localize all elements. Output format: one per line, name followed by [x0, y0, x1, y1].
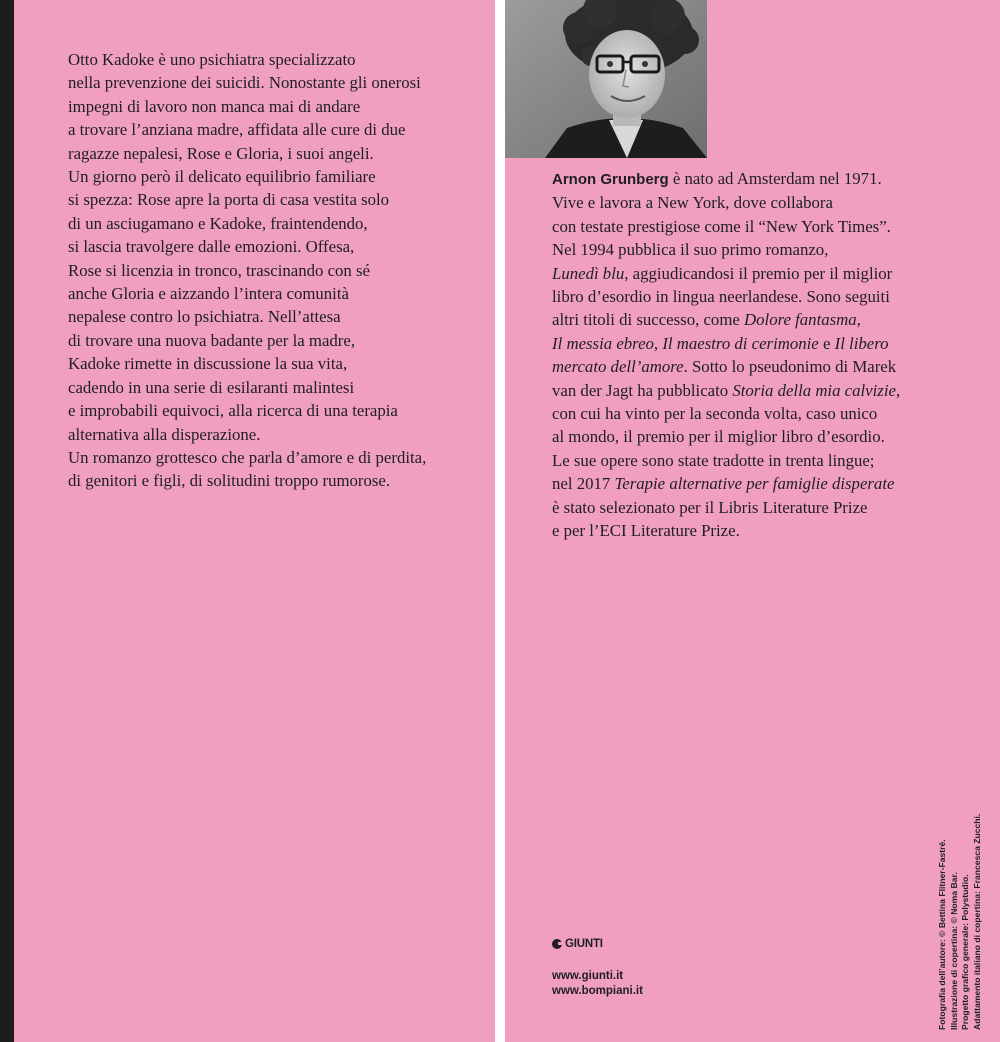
book-title: Il messia ebreo — [552, 333, 654, 353]
synopsis-line: alternativa alla disperazione. — [68, 424, 261, 444]
author-bio — [552, 167, 997, 543]
synopsis-line: a trovare l’anziana madre, affidata alle cure di due — [68, 120, 406, 140]
cover-credits — [937, 800, 983, 1030]
author-name: Arnon Grunberg — [552, 171, 669, 188]
synopsis-line: nella prevenzione dei suicidi. Nonostante gli onerosi — [68, 73, 421, 93]
credit-line: Fotografia dell’autore: © Bettina Flitner-Fastré. — [937, 839, 947, 1030]
synopsis-line: e improbabili equivoci, alla ricerca di una terapia — [68, 401, 398, 421]
synopsis-line: ragazze nepalesi, Rose e Gloria, i suoi angeli. — [68, 143, 374, 163]
author-portrait-image — [505, 0, 707, 158]
bio-line: mercato dell’amore. Sotto lo pseudonimo di Marek — [552, 357, 897, 377]
bio-line: libro d’esordio in lingua neerlandese. Sono seguiti — [552, 287, 890, 307]
synopsis-line: di un asciugamano e Kadoke, fraintendendo, — [68, 213, 368, 233]
synopsis-line: Kadoke rimette in discussione la sua vita, — [68, 354, 348, 374]
book-spine-edge — [0, 0, 14, 1042]
synopsis-line: cadendo in una serie di esilaranti malintesi — [68, 377, 355, 397]
book-title: Dolore fantasma — [744, 310, 857, 330]
credit-line: Progetto grafico generale: Polystudio. — [960, 874, 970, 1030]
synopsis-line: si spezza: Rose apre la porta di casa vestita solo — [68, 190, 390, 210]
bio-line: Nel 1994 pubblica il suo primo romanzo, — [552, 240, 829, 260]
bio-line: con testate prestigiose come il “New York Times”. — [552, 216, 891, 236]
url-bompiani: www.bompiani.it — [552, 985, 643, 997]
synopsis-line: nepalese contro lo psichiatra. Nell’attesa — [68, 307, 341, 327]
synopsis-text — [68, 48, 498, 493]
synopsis-line: anche Gloria e aizzando l’intera comunità — [68, 284, 349, 304]
publisher-block — [552, 938, 643, 999]
credit-line: Illustrazione di copertina: © Noma Bar. — [948, 872, 959, 1030]
bio-line: Il messia ebreo, Il maestro di cerimonie e Il libero — [552, 333, 889, 353]
book-title: Terapie alternative per famiglie disperate — [614, 474, 895, 494]
synopsis-line: di genitori e figli, di solitudini troppo rumorose. — [68, 471, 391, 491]
bio-line: Vive e lavora a New York, dove collabora — [552, 193, 833, 213]
synopsis-line: si lascia travolgere dalle emozioni. Offesa, — [68, 237, 355, 257]
synopsis-line: Un giorno però il delicato equilibrio familiare — [68, 167, 376, 187]
book-title: Il maestro di cerimonie — [662, 333, 819, 353]
bio-line: Le sue opere sono state tradotte in trenta lingue; — [552, 450, 875, 470]
publisher-urls — [552, 969, 643, 999]
giunti-logo-icon — [552, 939, 562, 949]
synopsis-line: Rose si licenzia in tronco, trascinando con sé — [68, 260, 370, 280]
bio-line: nel 2017 Terapie alternative per famiglie disperate — [552, 474, 895, 494]
back-flap-left — [14, 0, 495, 1042]
synopsis-line: di trovare una nuova badante per la madre, — [68, 330, 356, 350]
synopsis-line: Otto Kadoke è uno psichiatra specializzato — [68, 50, 356, 69]
bio-line: Arnon Grunberg è nato ad Amsterdam nel 1971. — [552, 169, 882, 188]
synopsis-line: Un romanzo grottesco che parla d’amore e di perdita, — [68, 447, 427, 467]
bio-line: è stato selezionato per il Libris Literature Prize — [552, 497, 868, 517]
book-title: Storia della mia calvizie — [732, 380, 896, 400]
book-title: Lunedì blu — [552, 263, 625, 283]
bio-line: e per l’ECI Literature Prize. — [552, 521, 740, 541]
author-photo — [505, 0, 707, 158]
bio-line: altri titoli di successo, come Dolore fantasma, — [552, 310, 861, 330]
publisher-logo-text: GIUNTI — [565, 938, 603, 950]
synopsis-line: impegni di lavoro non manca mai di andare — [68, 96, 361, 116]
giunti-logo — [552, 938, 643, 950]
book-title: Il libero — [834, 333, 889, 353]
bio-line: van der Jagt ha pubblicato Storia della mia calvizie, — [552, 380, 901, 400]
bio-line: con cui ha vinto per la seconda volta, caso unico — [552, 404, 878, 424]
bio-line: Lunedì blu, aggiudicandosi il premio per il miglior — [552, 263, 893, 283]
url-giunti: www.giunti.it — [552, 970, 624, 982]
book-title: mercato dell’amore — [552, 357, 684, 377]
back-flap-right — [505, 0, 1000, 1042]
credit-line: Adattamento italiano di copertina: Francesca Zucchi. — [971, 813, 982, 1030]
bio-line: al mondo, il premio per il miglior libro d’esordio. — [552, 427, 885, 447]
